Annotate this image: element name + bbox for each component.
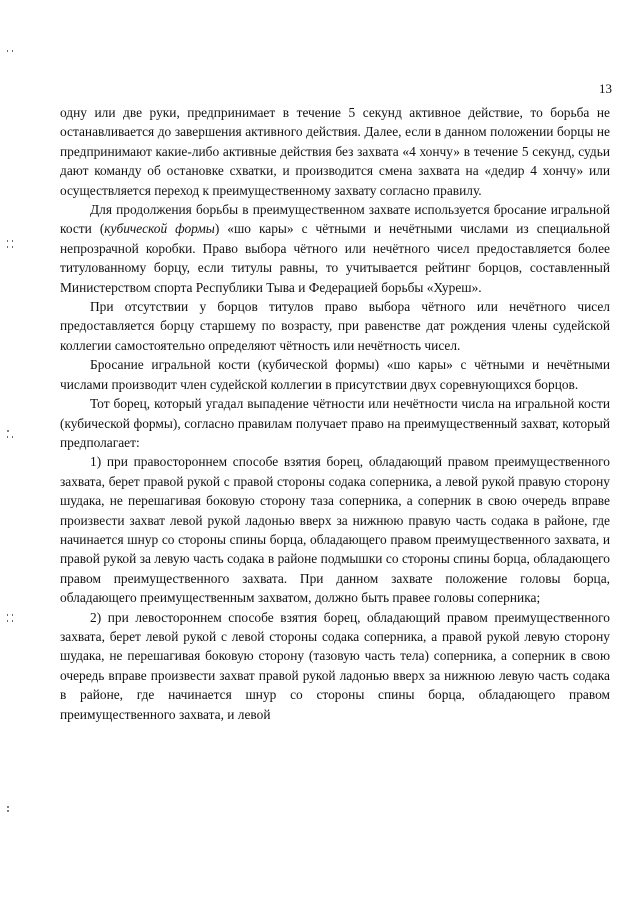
body-paragraph xyxy=(60,200,610,297)
margin-punch-mark xyxy=(6,48,14,60)
margin-punch-mark xyxy=(6,804,14,814)
body-paragraph: Тот борец, который угадал выпадение чётности или нечётности числа на игральной кости (кубической формы), согласно правилам получает право на преимущественный захват, который предполагает: xyxy=(60,396,610,450)
list-item: 2) при левостороннем способе взятия борец, обладающий правом преимущественного захвата, берет левой рукой с левой стороны содака соперника, а правой рукой левую сторону шудака, не перешагивая боковую сторону (тазовую часть тела) соперника, а соперник в свою очередь вправе произвести захват правой рукой ладонью вверх за нижнюю левую часть содака в районе, где начинается шнур со стороны спины борца, обладающего правом преимущественного захвата, и левой xyxy=(60,609,610,722)
paragraph-text: ) «шо кары» с чётными и нечётными числами из специальной непрозрачной коробки. Право выбора чётного или нечётного чисел предоставляется более титулованному борцу, если титулы равны, то учитывается рейтинг борцов, составленный Министерством спорта Республики Тыва и Федерацией борьбы «Хуреш». xyxy=(60,221,610,295)
margin-punch-mark xyxy=(6,238,14,250)
body-paragraph: одну или две руки, предпринимает в течение 5 секунд активное действие, то борьба не останавливается до завершения активного действия. Далее, если в данном положении борцы не предпринимают какие-либо активные действия без захвата «4 хончу» в течение 5 секунд, судьи дают команду об остановке схватки, и производится смена захвата на «дедир 4 хончу» или осуществляется переход к преимущественному захвату согласно правилу. xyxy=(60,105,610,198)
body-paragraph: Бросание игральной кости (кубической формы) «шо кары» с чётными и нечётными числами производит член судейской коллегии в присутствии двух соревнующихся борцов. xyxy=(60,357,610,392)
italic-phrase: кубической формы xyxy=(104,221,215,237)
margin-punch-mark xyxy=(6,428,14,440)
margin-punch-mark xyxy=(6,612,14,624)
paragraph-text: Для продолжения борьбы в преимущественном захвате используется бросание игральной кости ( xyxy=(60,202,610,237)
body-paragraph: При отсутствии у борцов титулов право выбора чётного или нечётного чисел предоставляется борцу старшему по возрасту, при равенстве дат рождения члены судейской коллегии самостоятельно определяют чётность или нечётность чисел. xyxy=(60,299,610,353)
document-body xyxy=(60,103,610,724)
list-item: 1) при правостороннем способе взятия борец, обладающий правом преимущественного захвата, берет правой рукой с правой стороны содака соперника, а левой рукой правую сторону шудака, не перешагивая боковую сторону таза соперника, а соперник в свою очередь вправе произвести захват левой рукой ладонью вверх за нижнюю правую часть содака в районе, где начинается шнур со стороны спины борца, обладающего правом преимущественного захвата, и правой рукой за левую часть содака в районе подмышки со стороны спины борца, обладающего правом преимущественного захвата. При данном захвате положение головы борца, обладающего преимущественным захватом, должно быть правее головы соперника; xyxy=(60,454,610,606)
page-number: 13 xyxy=(599,81,612,96)
